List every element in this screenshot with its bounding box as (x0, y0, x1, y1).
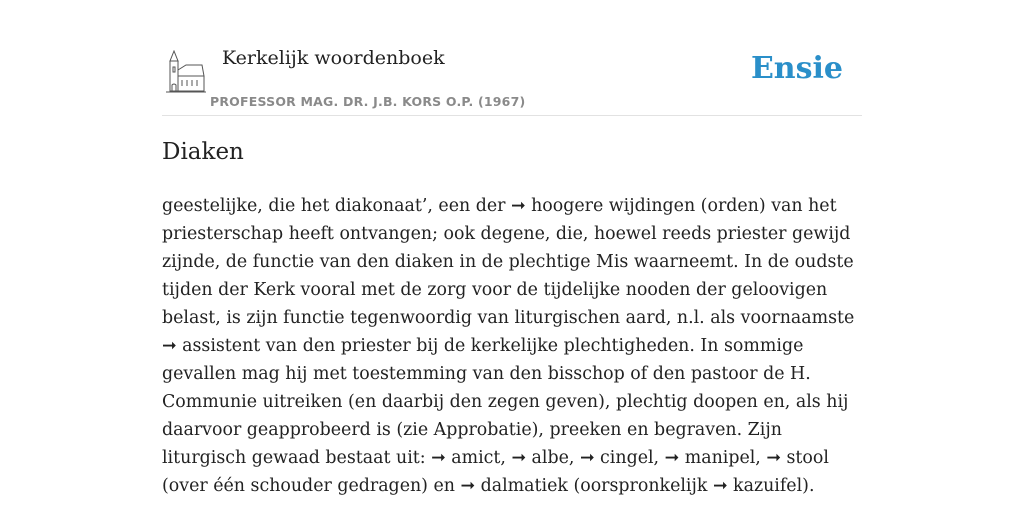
dictionary-title-link[interactable]: Kerkelijk woordenboek (222, 47, 445, 69)
church-icon[interactable] (166, 50, 206, 94)
entry-title: Diaken (162, 139, 244, 165)
dictionary-header (162, 40, 862, 116)
dictionary-author: PROFESSOR MAG. DR. J.B. KORS O.P. (1967) (210, 94, 526, 109)
ensie-logo-link[interactable]: Ensie (750, 51, 843, 86)
entry-body: geestelijke, die het diakonaat’, een der ➞ hoogere wijdingen (orden) van het priesterschap heeft ontvangen; ook degene, die, hoewel reeds priester gewijd zijnde, de functie van den diaken in de plechtige Mis waarneemt. In de oudste tijden der Kerk vooral met de zorg voor de tijdelijke nooden der geloovigen belast, is zijn functie tegenwoordig van liturgischen aard, n.l. als voornaamste ➞ assistent van den priester bij de kerkelijke plechtigheden. In sommige gevallen mag hij met toestemming van den bisschop of den pastoor de H. Communie uitreiken (en daarbij den zegen geven), plechtig doopen en, als hij daarvoor geapprobeerd is (zie Approbatie), preeken en begraven. Zijn liturgisch gewaad bestaat uit: ➞ amict, ➞ albe, ➞ cingel, ➞ manipel, ➞ stool (over één schouder gedragen) en ➞ dalmatiek (oorspronkelijk ➞ kazuifel). (162, 196, 855, 496)
